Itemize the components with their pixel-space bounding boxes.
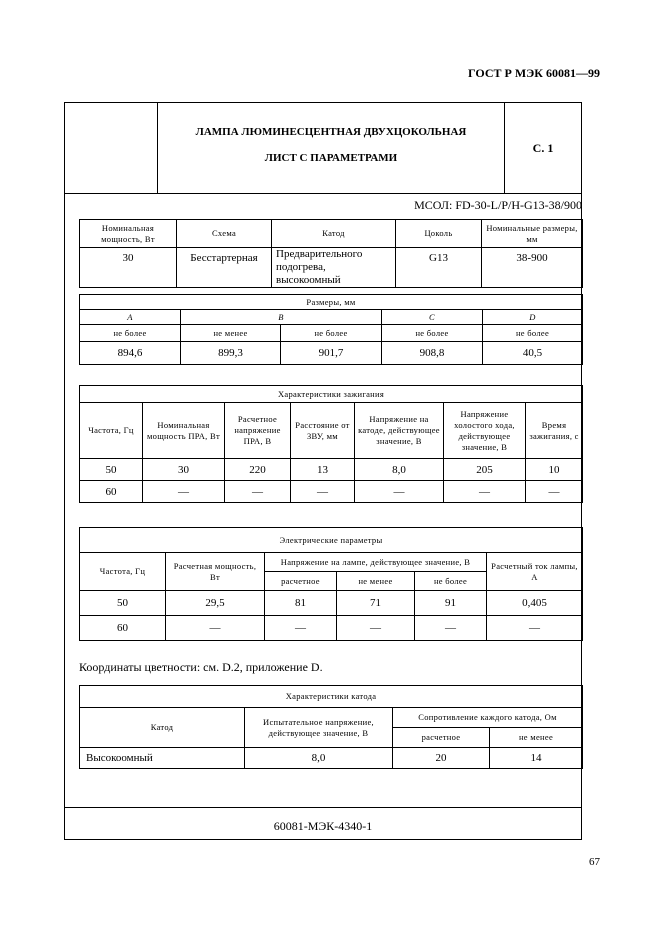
- header-cell: не более: [281, 325, 382, 342]
- table-cell: 30: [80, 248, 177, 288]
- color-coordinates-note: Координаты цветности: см. D.2, приложение D.: [79, 660, 323, 674]
- header-cell: Частота, Гц: [80, 553, 166, 591]
- table-cell: 60: [80, 616, 166, 641]
- table-cell: —: [355, 481, 444, 503]
- header-cell: Сопротивление каждого катода, Ом: [393, 708, 583, 728]
- header-cell: A: [80, 310, 181, 325]
- table-cell: 60: [80, 481, 143, 503]
- header-cell: не менее: [181, 325, 281, 342]
- table-cell: 30: [143, 459, 225, 481]
- table-title: Характеристики зажигания: [80, 386, 583, 403]
- table-row: [80, 248, 583, 288]
- table-cell: 20: [393, 748, 490, 769]
- document-code: ГОСТ Р МЭК 60081—99: [468, 66, 600, 80]
- table-title: Размеры, мм: [80, 295, 583, 310]
- header-cell: Номинальная мощность, Вт: [80, 220, 177, 248]
- table-cell: 8,0: [355, 459, 444, 481]
- cathode-table: [79, 685, 583, 769]
- table-cell: —: [526, 481, 583, 503]
- table-cell: 13: [291, 459, 355, 481]
- sheet-subtitle: ЛИСТ С ПАРАМЕТРАМИ: [264, 152, 398, 164]
- table-cell: —: [166, 616, 265, 641]
- page-number: 67: [589, 856, 600, 868]
- table-cell: 10: [526, 459, 583, 481]
- header-cell: не более: [415, 572, 487, 591]
- header-cell: Номинальная мощность ПРА, Вт: [143, 403, 225, 459]
- table-cell: 205: [444, 459, 526, 481]
- header-cell: Частота, Гц: [80, 403, 143, 459]
- header-cell: Номинальные размеры, мм: [482, 220, 583, 248]
- table-header-row: [80, 553, 583, 572]
- table-cell: 50: [80, 591, 166, 616]
- header-cell: Катод: [80, 708, 245, 748]
- main-parameters-table: [79, 219, 583, 288]
- table-cell: 40,5: [483, 342, 583, 365]
- header-left-cell: [64, 102, 158, 194]
- lamp-designation: МСОЛ: FD-30-L/P/H-G13-38/900: [414, 198, 582, 212]
- table-title-row: [80, 295, 583, 310]
- table-cell: 894,6: [80, 342, 181, 365]
- header-cell: не более: [80, 325, 181, 342]
- header-cell: Катод: [272, 220, 396, 248]
- table-cell: —: [444, 481, 526, 503]
- table-header-row: [80, 220, 583, 248]
- table-header-row: [80, 403, 583, 459]
- header-cell: Напряжение на лампе, действующее значение, В: [265, 553, 487, 572]
- dimensions-table: [79, 294, 583, 365]
- table-row: [80, 342, 583, 365]
- table-cell: —: [225, 481, 291, 503]
- sheet-title: ЛАМПА ЛЮМИНЕСЦЕНТНАЯ ДВУХЦОКОЛЬНАЯ: [195, 126, 467, 138]
- header-cell: Испытательное напряжение, действующее значение, В: [245, 708, 393, 748]
- table-cell: 81: [265, 591, 337, 616]
- table-cell: 14: [490, 748, 583, 769]
- header-cell: не более: [483, 325, 583, 342]
- table-cell: 50: [80, 459, 143, 481]
- header-cell: не менее: [490, 728, 583, 748]
- table-cell: Бесстартерная: [177, 248, 272, 288]
- header-cell: Расчетная мощность, Вт: [166, 553, 265, 591]
- header-cell: расчетное: [265, 572, 337, 591]
- header-cell: не более: [382, 325, 483, 342]
- header-cell: Напряжение холостого хода, действующее значение, В: [444, 403, 526, 459]
- table-cell: —: [143, 481, 225, 503]
- table-cell: 91: [415, 591, 487, 616]
- table-header-row: [80, 708, 583, 728]
- footer-divider: [64, 807, 582, 808]
- table-title-row: [80, 386, 583, 403]
- table-header-row: [80, 325, 583, 342]
- table-row: [80, 481, 583, 503]
- table-row: [80, 748, 583, 769]
- header-cell: Время зажигания, с: [526, 403, 583, 459]
- table-cell: 29,5: [166, 591, 265, 616]
- table-cell: G13: [396, 248, 482, 288]
- table-title-row: [80, 528, 583, 553]
- header-cell: Расчетное напряжение ПРА, В: [225, 403, 291, 459]
- header-cell: B: [181, 310, 382, 325]
- table-row: [80, 591, 583, 616]
- sheet-number: С. 1: [532, 141, 554, 155]
- table-cell: 899,3: [181, 342, 281, 365]
- table-cell: 38-900: [482, 248, 583, 288]
- table-cell: Высокоомный: [80, 748, 245, 769]
- header-cell: не менее: [337, 572, 415, 591]
- table-cell: 901,7: [281, 342, 382, 365]
- table-cell: 908,8: [382, 342, 483, 365]
- footer-code: 60081-МЭК-4340-1: [273, 819, 373, 833]
- header-cell: расчетное: [393, 728, 490, 748]
- ignition-table: [79, 385, 583, 503]
- header-cell: Напряжение на катоде, действующее значение, В: [355, 403, 444, 459]
- table-cell: 71: [337, 591, 415, 616]
- table-cell: 0,405: [487, 591, 583, 616]
- header-cell: Схема: [177, 220, 272, 248]
- table-title: Электрические параметры: [80, 528, 583, 553]
- table-title: Характеристики катода: [80, 686, 583, 708]
- table-cell: —: [337, 616, 415, 641]
- table-row: [80, 616, 583, 641]
- table-cell: Предварительного подогрева, высокоомный: [272, 248, 396, 288]
- table-header-row: [80, 310, 583, 325]
- header-cell: D: [483, 310, 583, 325]
- table-cell: —: [265, 616, 337, 641]
- header-cell: Цоколь: [396, 220, 482, 248]
- header-cell: Расстояние от ЗВУ, мм: [291, 403, 355, 459]
- electrical-parameters-table: [79, 527, 583, 641]
- header-title-cell: [157, 102, 505, 194]
- table-cell: 220: [225, 459, 291, 481]
- table-row: [80, 459, 583, 481]
- table-cell: —: [487, 616, 583, 641]
- table-cell: 8,0: [245, 748, 393, 769]
- header-cell: Расчетный ток лампы, А: [487, 553, 583, 591]
- header-cell: C: [382, 310, 483, 325]
- table-title-row: [80, 686, 583, 708]
- table-cell: —: [415, 616, 487, 641]
- table-cell: —: [291, 481, 355, 503]
